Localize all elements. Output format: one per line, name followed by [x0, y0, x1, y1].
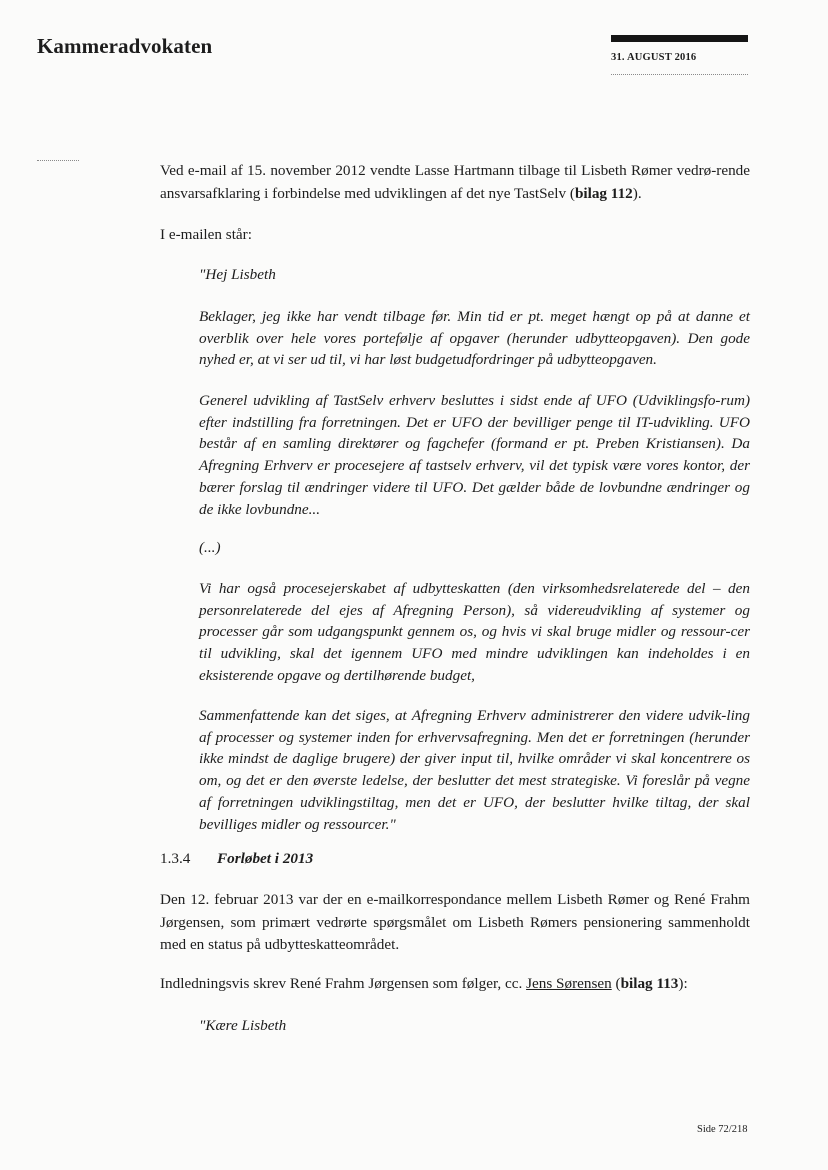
quote-ellipsis: (...) — [199, 539, 221, 556]
paragraph-2: I e-mailen står: — [160, 226, 252, 243]
paragraph-1 — [160, 160, 750, 205]
section-number: 1.3.4 — [160, 850, 191, 867]
exhibit-ref-113: bilag 113 — [620, 975, 679, 992]
paragraph-1-text: Ved e-mail af 15. november 2012 vendte Lasse Hartmann tilbage til Lisbeth Rømer vedrø-rende ansvarsafklaring i forbindelse med udviklingen af det nye TastSelv ( — [160, 162, 750, 202]
firm-name: Kammeradvokaten — [37, 34, 213, 58]
paragraph-4 — [160, 973, 750, 996]
exhibit-ref-112: bilag 112 — [574, 184, 633, 202]
underlined-name: Jens Sørensen — [526, 975, 612, 992]
quote-greeting: "Hej Lisbeth — [199, 266, 276, 283]
paragraph-4-text: Indledningsvis skrev René Frahm Jørgensen som følger, cc. — [160, 975, 527, 992]
date-bar — [611, 35, 748, 42]
quote-paragraph-3: Vi har også procesejerskabet af udbytteskatten (den virksomhedsrelaterede del – den personrelaterede del ejes af Afregning Person), så videreudvikling af systemer og processer går som udgangspunkt gennem os, og hvis vi skal bruge midler og ressour-cer til udvikling, skal det igennem UFO med mindre udviklingen kan indeholdes i en eksisterende opgave og dertilhørende budget, — [199, 580, 750, 684]
paragraph-4-mid: ( — [611, 975, 621, 992]
section-heading — [160, 848, 313, 870]
quote-2-greeting: "Kære Lisbeth — [199, 1017, 287, 1034]
margin-dotted-rule — [37, 160, 79, 161]
quote-paragraph-2: Generel udvikling af TastSelv erhverv besluttes i sidst ende af UFO (Udviklingsfo-rum) efter indstilling fra forretningen. Det er UFO der bevilliger penge til IT-udvikling. UFO består af en samling direktører og fagchefer (formand er pt. Preben Kristiansen). Da Afregning Erhverv er procesejere af tastselv erhverv, vil det typisk være vores kontor, der bærer forslag til ændringer videre til UFO. Det gælder både de lovbundne ændringer og de ikke lovbundne... — [199, 392, 750, 518]
page-number: Side 72/218 — [697, 1124, 748, 1135]
section-title: Forløbet i 2013 — [217, 850, 314, 867]
quote-paragraph-4: Sammenfattende kan det siges, at Afregning Erhverv administrerer den videre udvik-ling af processer og systemer inden for erhvervsafregning. Men det er forretningen (herunder ikke mindst de daglige brugere) der giver input til, hvilke områder vi skal koncentrere os om, og det er den øverste ledelse, der beslutter det mest strategiske. Vi foreslår på vegne af forretningen udviklingstiltag, men det er UFO, der beslutter hvilke tiltag, der skal bevilliges midler og ressourcer." — [199, 707, 750, 833]
paragraph-1-end: ). — [632, 184, 642, 202]
document-date: 31. AUGUST 2016 — [611, 52, 697, 63]
paragraph-4-end: ): — [678, 975, 688, 992]
quote-paragraph-1: Beklager, jeg ikke har vendt tilbage før. Min tid er pt. meget hængt op på at danne et overblik over hele vores portefølje af opgaver (herunder udbytteopgaven). Den gode nyhed er, at vi ser ud til, vi har løst budgetudfordringer på udbytteopgaven. — [199, 308, 750, 369]
paragraph-3: Den 12. februar 2013 var der en e-mailkorrespondance mellem Lisbeth Rømer og René Frahm Jørgensen, som primært vedrørte spørgsmålet om Lisbeth Rømers pensionering sammenholdt med en status på udbytteskatteområdet. — [160, 891, 750, 953]
date-dotted-rule — [611, 74, 748, 75]
